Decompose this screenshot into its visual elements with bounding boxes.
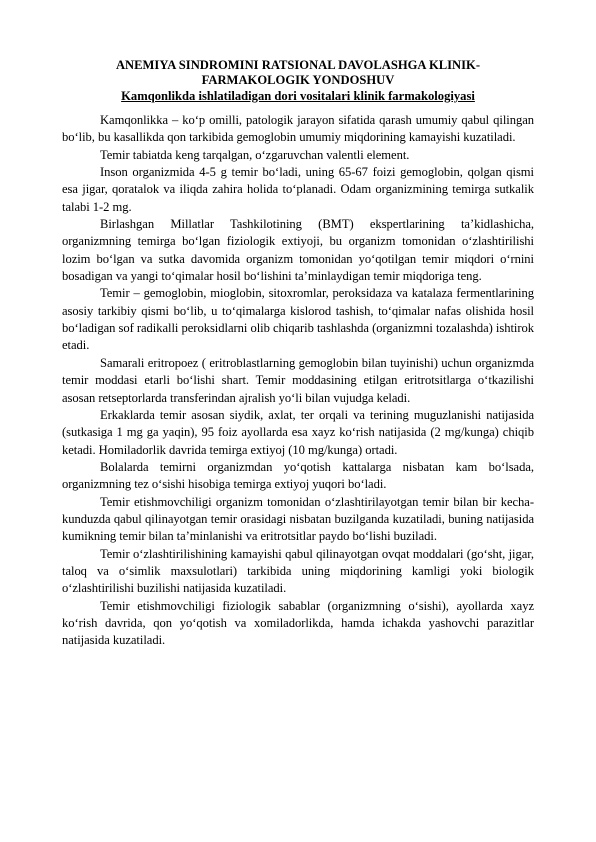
paragraph-6: Samarali eritropoez ( eritroblastlarning gemoglobin bilan tuyinishi) uchun organizmda temir moddasi etarli bo‘lishi shart. Temir moddasining etilgan eritrotsitlarga o‘tkazilishi asosan retseptorlarda transferindan ajralish yo‘li bilan vujudga keladi. [62,355,534,405]
paragraph-7: Erkaklarda temir asosan siydik, axlat, ter orqali va terining muguzlanishi natijasida (sutkasiga 1 mg ga yaqin), 95 foiz ayollarda esa xayz ko‘rish natijasida (2 mg/kunga) chiqib ketadi. Homiladorlik davrida temirga extiyoj (10 mg/kunga) ortadi. [62,407,534,457]
document-title [62,58,534,88]
document-page [62,58,534,650]
paragraph-3: Inson organizmida 4-5 g temir bo‘ladi, uning 65-67 foizi gemoglobin, qolgan qismi esa jigar, qoratalok va iliqda zahira holida to‘planadi. Odam organizmining temirga sutkalik talabi 1-2 mg. [62,165,534,214]
paragraph-1: Kamqonlikka – ko‘p omilli, patologik jarayon sifatida qarash umumiy qabul qilingan bo‘lib, bu kasallikda qon tarkibida gemoglobin umumiy miqdorining kamayishi kuzatiladi. [62,113,534,145]
document-subtitle: Kamqonlikda ishlatiladigan dori vositalari klinik farmakologiyasi [121,89,475,103]
paragraph-11: Temir etishmovchiligi fiziologik sabablar (organizmning o‘sishi), ayollarda xayz ko‘rish davrida, qon yo‘qotish va xomiladorlikda, hamda ichakda yashovchi parazitlar natijasida kuzatiladi. [62,598,534,648]
title-line-2: FARMAKOLOGIK YONDOSHUV [201,73,395,87]
paragraph-2: Temir tabiatda keng tarqalgan, o‘zgaruvchan valentli element. [100,147,410,162]
paragraph-4: Birlashgan Millatlar Tashkilotining (BMT) ekspertlarining ta’kidlashicha, organizmning temirga bo‘lgan fiziologik extiyoji, bu organizm tomonidan o‘zlashtirilishi lozim bo‘lgan va sutka davomida organizm tomonidan yo‘qotilgan temir miqdori o‘rnini bosadigan va yangi to‘qimalar hosil bo‘lishini ta’minlaydigan temir miqdoriga teng. [62,217,534,284]
paragraph-9: Temir etishmovchiligi organizm tomonidan o‘zlashtirilayotgan temir bilan bir kecha-kunduzda qabul qilinayotgan temir orasidagi nisbatan buzilganda kuzatiladi, buning natijasida kumikning temir bilan ta’minlanishi va eritrotsitlar paydo bo‘lishi buziladi. [62,494,534,544]
paragraph-8: Bolalarda temirni organizmdan yo‘qotish kattalarga nisbatan kam bo‘lsada, organizmning tez o‘sishi hisobiga temirga extiyoj yuqori bo‘ladi. [62,459,534,492]
paragraph-5: Temir – gemoglobin, mioglobin, sitoxromlar, peroksidaza va katalaza fermentlarining asosiy tarkibiy qismi bo‘lib, u to‘qimalarga kislorod tashish, to‘qimalar nafas olishida hosil bo‘ladigan sof radikalli peroksidlarni olib chiqarib tashlashda (organizmni tozalashda) ishtirok etadi. [62,286,534,353]
title-line-1: ANEMIYA SINDROMINI RATSIONAL DAVOLASHGA KLINIK- [115,58,481,72]
paragraph-10: Temir o‘zlashtirilishining kamayishi qabul qilinayotgan ovqat moddalari (go‘sht, jigar, taloq va o‘simlik maxsulotlari) tarkibida uning miqdorining kamligi yoki biologik o‘zlashtirilishi buzilishi natijasida kuzatiladi. [62,546,534,596]
